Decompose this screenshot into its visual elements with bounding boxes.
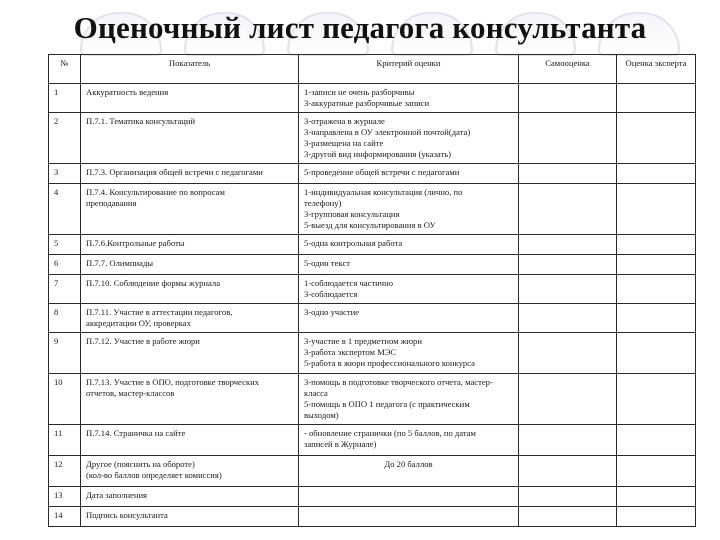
criteria-line: телефону) xyxy=(304,198,342,208)
row-number: 12 xyxy=(49,456,81,487)
indicator-line: П.7.1. Тематика консультаций xyxy=(86,116,196,126)
criteria-line: 5-один текст xyxy=(304,258,351,268)
self-assessment-cell[interactable] xyxy=(519,184,617,235)
criteria-line: 1-записи не очень разборчивы xyxy=(304,87,415,97)
row-criteria xyxy=(299,333,519,374)
criteria-line: 5-одна контрольная работа xyxy=(304,238,403,248)
row-number: 10 xyxy=(49,374,81,425)
self-assessment-cell[interactable] xyxy=(519,304,617,333)
expert-assessment-cell[interactable] xyxy=(617,164,696,184)
criteria-line: 3-направлена в ОУ электронной почтой(дата) xyxy=(304,127,471,137)
table-row xyxy=(49,113,696,164)
indicator-line: П.7.10. Соблюдение формы журнала xyxy=(86,278,221,288)
criteria-line: 5-выезд для консультирования в ОУ xyxy=(304,220,436,230)
table-row xyxy=(49,425,696,456)
expert-assessment-cell[interactable] xyxy=(617,456,696,487)
indicator-line: (кол-во баллов определяет комиссия) xyxy=(86,470,222,480)
row-criteria xyxy=(299,425,519,456)
criteria-line: 3-отражена в журнале xyxy=(304,116,385,126)
table-row xyxy=(49,304,696,333)
row-number: 6 xyxy=(49,255,81,275)
table-row xyxy=(49,456,696,487)
self-assessment-cell[interactable] xyxy=(519,164,617,184)
row-indicator xyxy=(81,84,299,113)
row-number: 1 xyxy=(49,84,81,113)
expert-assessment-cell[interactable] xyxy=(617,374,696,425)
indicator-line: П.7.14. Страничка на сайте xyxy=(86,428,186,438)
indicator-line: Аккуратность ведения xyxy=(86,87,169,97)
row-number: 3 xyxy=(49,164,81,184)
indicator-line: преподавания xyxy=(86,198,137,208)
row-indicator xyxy=(81,425,299,456)
indicator-line: П.7.7. Олимпиады xyxy=(86,258,154,268)
criteria-line: 3-групповая консультация xyxy=(304,209,400,219)
row-number: 5 xyxy=(49,235,81,255)
self-assessment-cell[interactable] xyxy=(519,374,617,425)
row-indicator xyxy=(81,255,299,275)
row-indicator xyxy=(81,456,299,487)
criteria-line: 3-размещена на сайте xyxy=(304,138,384,148)
table-row xyxy=(49,255,696,275)
row-criteria xyxy=(299,374,519,425)
criteria-line: 3-другой вид информирования (указать) xyxy=(304,149,452,159)
self-assessment-cell[interactable] xyxy=(519,235,617,255)
criteria-line: 3-одно участие xyxy=(304,307,360,317)
row-indicator xyxy=(81,164,299,184)
self-assessment-cell[interactable] xyxy=(519,84,617,113)
row-criteria xyxy=(299,456,519,487)
expert-assessment-cell[interactable] xyxy=(617,333,696,374)
evaluation-table xyxy=(48,54,696,527)
criteria-line: 3-соблюдается xyxy=(304,289,358,299)
criteria-line: - обновление странички (по 5 баллов, по датам xyxy=(304,428,476,438)
row-indicator xyxy=(81,275,299,304)
header-expert-assessment: Оценка эксперта xyxy=(617,55,696,84)
indicator-line: П.7.4. Консультирование по вопросам xyxy=(86,187,225,197)
row-indicator xyxy=(81,333,299,374)
criteria-line: 3-аккуратные разборчивые записи xyxy=(304,98,430,108)
indicator-line: П.7.13. Участие в ОПО, подготовке творческих xyxy=(86,377,259,387)
header-indicator: Показатель xyxy=(81,55,299,84)
criteria-line: До 20 баллов xyxy=(384,459,433,469)
row-criteria xyxy=(299,304,519,333)
row-criteria xyxy=(299,275,519,304)
expert-assessment-cell[interactable] xyxy=(617,113,696,164)
expert-assessment-cell[interactable] xyxy=(617,84,696,113)
row-criteria xyxy=(299,255,519,275)
self-assessment-cell[interactable] xyxy=(519,275,617,304)
header-self-assessment: Самооценка xyxy=(519,55,617,84)
expert-assessment-cell[interactable] xyxy=(617,507,696,527)
row-criteria xyxy=(299,487,519,507)
indicator-line: П.7.11. Участие в аттестации педагогов, xyxy=(86,307,233,317)
criteria-line: записей в Журнале) xyxy=(304,439,377,449)
row-number: 14 xyxy=(49,507,81,527)
expert-assessment-cell[interactable] xyxy=(617,275,696,304)
row-indicator xyxy=(81,374,299,425)
expert-assessment-cell[interactable] xyxy=(617,235,696,255)
indicator-line: аккредитации ОУ, проверках xyxy=(86,318,191,328)
indicator-line: Другое (пояснить на обороте) xyxy=(86,459,195,469)
self-assessment-cell[interactable] xyxy=(519,333,617,374)
self-assessment-cell[interactable] xyxy=(519,425,617,456)
self-assessment-cell[interactable] xyxy=(519,255,617,275)
self-assessment-cell[interactable] xyxy=(519,487,617,507)
table-header-row xyxy=(49,55,696,84)
row-indicator xyxy=(81,235,299,255)
row-criteria xyxy=(299,507,519,527)
indicator-line: П.7.3. Организация общей встречи с педагогами xyxy=(86,167,263,177)
table-row xyxy=(49,184,696,235)
expert-assessment-cell[interactable] xyxy=(617,184,696,235)
criteria-line: 5-работа в жюри профессионального конкурса xyxy=(304,358,475,368)
indicator-line: П.7.12. Участие в работе жюри xyxy=(86,336,200,346)
row-criteria xyxy=(299,113,519,164)
row-number: 8 xyxy=(49,304,81,333)
row-indicator xyxy=(81,184,299,235)
table-row xyxy=(49,275,696,304)
expert-assessment-cell[interactable] xyxy=(617,425,696,456)
self-assessment-cell[interactable] xyxy=(519,456,617,487)
table-row xyxy=(49,84,696,113)
page-title: Оценочный лист педагога консультанта xyxy=(73,10,647,45)
table-row xyxy=(49,235,696,255)
indicator-line: Подпись консультанта xyxy=(86,510,168,520)
criteria-line: 1-индивидуальная консультация (лично, по xyxy=(304,187,463,197)
self-assessment-cell[interactable] xyxy=(519,507,617,527)
criteria-line: 3-участие в 1 предметном жюри xyxy=(304,336,422,346)
header-num: № xyxy=(49,55,81,84)
row-indicator xyxy=(81,304,299,333)
row-number: 9 xyxy=(49,333,81,374)
row-criteria xyxy=(299,184,519,235)
table-row xyxy=(49,333,696,374)
criteria-line: класса xyxy=(304,388,328,398)
expert-assessment-cell[interactable] xyxy=(617,255,696,275)
row-number: 2 xyxy=(49,113,81,164)
row-indicator xyxy=(81,507,299,527)
row-number: 7 xyxy=(49,275,81,304)
table-row xyxy=(49,487,696,507)
criteria-line: 5-проведение общей встречи с педагогами xyxy=(304,167,460,177)
criteria-line: 3-работа экспертом МЭС xyxy=(304,347,397,357)
indicator-line: П.7.6.Контрольные работы xyxy=(86,238,185,248)
self-assessment-cell[interactable] xyxy=(519,113,617,164)
indicator-line: отчетов, мастер-классов xyxy=(86,388,175,398)
table-row xyxy=(49,507,696,527)
criteria-line: 1-соблюдается частично xyxy=(304,278,394,288)
expert-assessment-cell[interactable] xyxy=(617,487,696,507)
row-criteria xyxy=(299,84,519,113)
row-number: 13 xyxy=(49,487,81,507)
header-criteria: Критерий оценки xyxy=(299,55,519,84)
expert-assessment-cell[interactable] xyxy=(617,304,696,333)
row-indicator xyxy=(81,113,299,164)
table-row xyxy=(49,374,696,425)
criteria-line: 3-помощь в подготовке творческого отчета, мастер- xyxy=(304,377,493,387)
row-number: 4 xyxy=(49,184,81,235)
table-row xyxy=(49,164,696,184)
criteria-line: выходом) xyxy=(304,410,339,420)
indicator-line: Дата заполнения xyxy=(86,490,148,500)
row-number: 11 xyxy=(49,425,81,456)
row-criteria xyxy=(299,164,519,184)
row-criteria xyxy=(299,235,519,255)
row-indicator xyxy=(81,487,299,507)
criteria-line: 5-помощь в ОПО 1 педагога (с практическим xyxy=(304,399,470,409)
